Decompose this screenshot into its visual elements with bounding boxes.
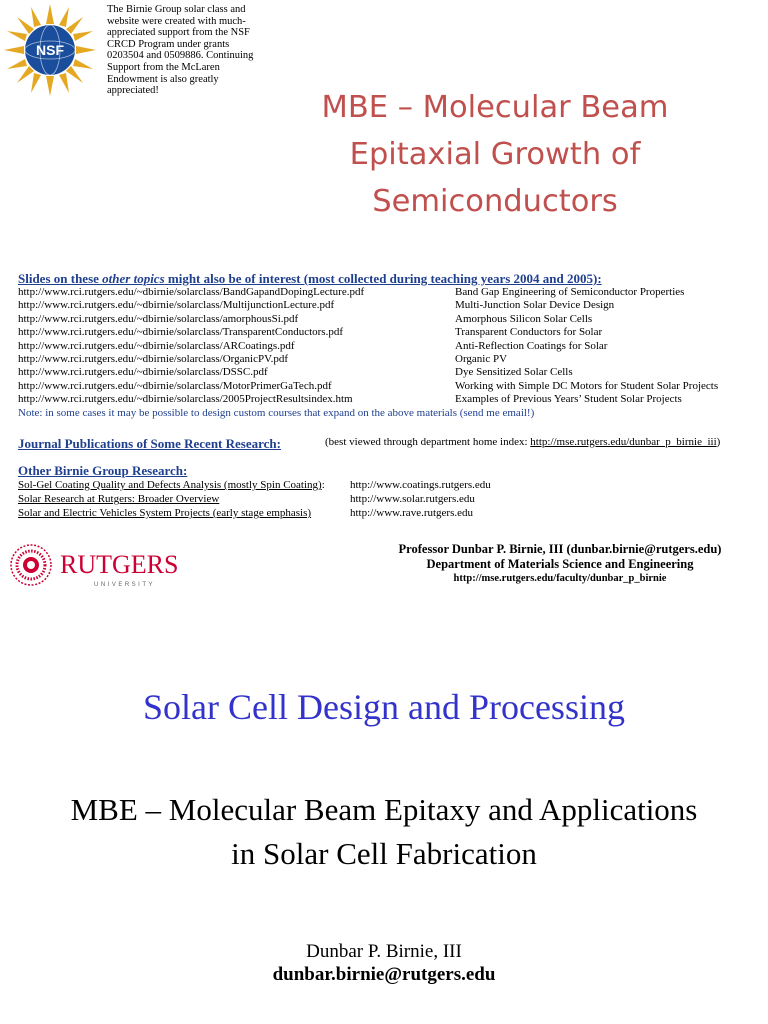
journal-heading[interactable]: Journal Publications of Some Recent Research: xyxy=(18,436,281,451)
professor-url[interactable]: http://mse.rutgers.edu/faculty/dunbar_p_birnie xyxy=(453,573,667,584)
research-url[interactable]: http://www.rave.rutgers.edu xyxy=(350,507,474,519)
topic-url[interactable]: http://www.rci.rutgers.edu/~dbirnie/solarclass/MotorPrimerGaTech.pdf xyxy=(18,379,332,392)
topic-row xyxy=(18,366,758,379)
other-research-list xyxy=(18,478,758,520)
topics-heading-prefix: Slides on these xyxy=(18,271,103,286)
topic-row xyxy=(18,340,758,353)
topics-note: Note: in some cases it may be possible to design custom courses that expand on the above materials (send me email!) xyxy=(18,406,535,419)
research-row xyxy=(18,478,758,492)
journal-section xyxy=(18,435,758,453)
topic-row xyxy=(18,286,758,299)
research-link-label[interactable]: Solar and Electric Vehicles System Projects (early stage emphasis) xyxy=(18,507,312,519)
rutgers-logo xyxy=(8,541,198,591)
main-title: MBE – Molecular Beam Epitaxial Growth of Semiconductors xyxy=(321,90,669,219)
topics-list xyxy=(18,286,758,407)
topic-url[interactable]: http://www.rci.rutgers.edu/~dbirnie/solarclass/DSSC.pdf xyxy=(18,366,268,379)
topic-row xyxy=(18,326,758,339)
journal-note: (best viewed through department home index: http://mse.rutgers.edu/dunbar_p_birnie_iii) xyxy=(325,436,721,448)
topic-url[interactable]: http://www.rci.rutgers.edu/~dbirnie/solarclass/BandGapandDopingLecture.pdf xyxy=(18,286,365,298)
research-label-suffix: : xyxy=(321,479,325,491)
professor-department: Department of Materials Science and Engineering xyxy=(426,557,694,571)
research-link-label[interactable]: Sol-Gel Coating Quality and Defects Analysis (mostly Spin Coating) xyxy=(18,479,322,491)
topic-description: Organic PV xyxy=(455,352,508,365)
topic-description: Dye Sensitized Solar Cells xyxy=(455,366,573,379)
nsf-support-note: The Birnie Group solar class and website were created with much-appreciated support from the NSF CRCD Program under grants 0203504 and 0509886. Continuing Support from the McLaren Endowment is also greatly appreciated! xyxy=(107,4,254,97)
topics-section xyxy=(18,271,758,420)
rutgers-wordmark: RUTGERS xyxy=(60,550,179,579)
topic-row xyxy=(18,380,758,393)
topic-description: Amorphous Silicon Solar Cells xyxy=(455,312,593,325)
professor-info xyxy=(360,542,760,585)
other-research-section xyxy=(18,463,758,520)
topics-heading-em: other topics xyxy=(102,271,165,286)
topic-row xyxy=(18,313,758,326)
research-row xyxy=(18,506,758,520)
research-row xyxy=(18,492,758,506)
professor-name-email: Professor Dunbar P. Birnie, III (dunbar.birnie@rutgers.edu) xyxy=(398,542,722,556)
rutgers-shield-icon xyxy=(11,545,51,585)
topic-description: Working with Simple DC Motors for Student Solar Projects xyxy=(455,379,719,392)
topic-url[interactable]: http://www.rci.rutgers.edu/~dbirnie/solarclass/TransparentConductors.pdf xyxy=(18,326,343,339)
topics-heading-suffix: might also be of interest (most collected during teaching years 2004 and 2005): xyxy=(164,271,602,286)
topic-row xyxy=(18,299,758,312)
course-title: Solar Cell Design and Processing xyxy=(143,687,625,727)
topics-heading xyxy=(18,271,758,286)
rutgers-university-text: UNIVERSITY xyxy=(94,582,156,588)
topic-description: Transparent Conductors for Solar xyxy=(455,326,603,339)
author-email: dunbar.birnie@rutgers.edu xyxy=(272,964,496,985)
topic-url[interactable]: http://www.rci.rutgers.edu/~dbirnie/solarclass/2005ProjectResultsindex.htm xyxy=(18,393,353,406)
topic-url[interactable]: http://www.rci.rutgers.edu/~dbirnie/solarclass/MultijunctionLecture.pdf xyxy=(18,299,335,312)
lecture-subtitle: MBE – Molecular Beam Epitaxy and Applications in Solar Cell Fabrication xyxy=(70,792,698,871)
author-name: Dunbar P. Birnie, III xyxy=(306,941,462,962)
nsf-logo xyxy=(4,4,96,96)
topic-description: Examples of Previous Years’ Student Solar Projects xyxy=(455,393,682,406)
research-url[interactable]: http://www.solar.rutgers.edu xyxy=(350,493,475,505)
nsf-logo-text: NSF xyxy=(36,42,64,58)
topic-description: Band Gap Engineering of Semiconductor Properties xyxy=(455,286,685,298)
topic-description: Multi-Junction Solar Device Design xyxy=(455,299,615,312)
journal-link[interactable]: http://mse.rutgers.edu/dunbar_p_birnie_iii xyxy=(530,436,717,448)
topic-url[interactable]: http://www.rci.rutgers.edu/~dbirnie/solarclass/amorphousSi.pdf xyxy=(18,312,299,325)
topic-row xyxy=(18,393,758,406)
research-link-label[interactable]: Solar Research at Rutgers: Broader Overview xyxy=(18,493,220,505)
topic-description: Anti-Reflection Coatings for Solar xyxy=(455,339,608,352)
topic-url[interactable]: http://www.rci.rutgers.edu/~dbirnie/solarclass/ARCoatings.pdf xyxy=(18,339,295,352)
research-url[interactable]: http://www.coatings.rutgers.edu xyxy=(350,479,491,491)
other-research-heading: Other Birnie Group Research: xyxy=(18,463,188,478)
topic-url[interactable]: http://www.rci.rutgers.edu/~dbirnie/solarclass/OrganicPV.pdf xyxy=(18,352,289,365)
topic-row xyxy=(18,353,758,366)
